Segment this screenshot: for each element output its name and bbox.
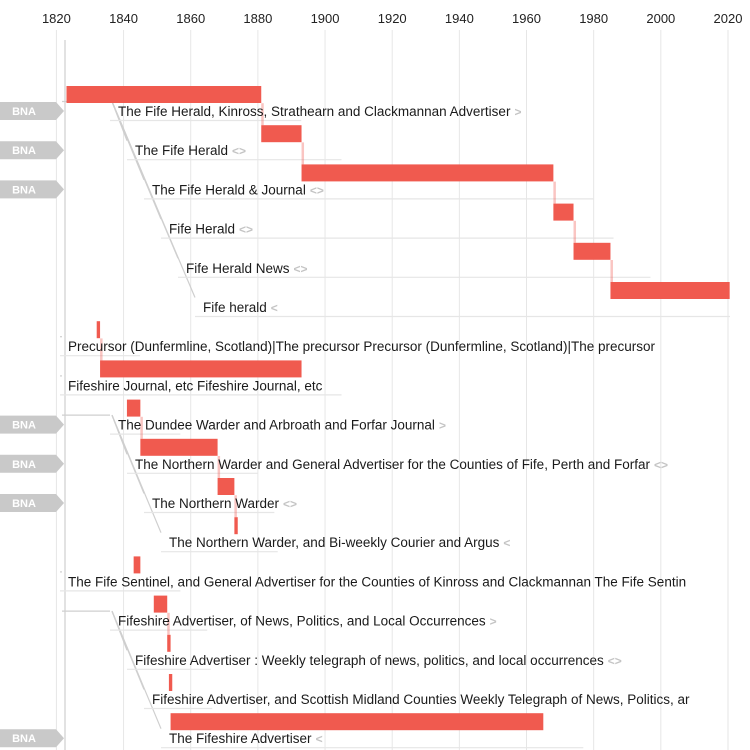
title-label: The Fifeshire Advertiser < — [169, 731, 323, 747]
link-diagonal — [112, 102, 195, 298]
bna-badge-label: BNA — [12, 733, 36, 746]
publication-bar — [127, 400, 140, 417]
publication-bar — [553, 204, 573, 221]
title-label: The Fife Herald, Kinross, Strathearn and Clackmannan Advertiser > — [118, 104, 522, 119]
publication-bar — [100, 360, 301, 377]
bna-badge-label: BNA — [12, 419, 36, 432]
x-tick-label: 1860 — [176, 11, 206, 26]
title-arrow: <> — [283, 497, 298, 511]
title-label: Fife herald < — [203, 300, 278, 315]
publication-bar — [66, 86, 261, 103]
x-axis-ticks — [42, 11, 742, 26]
title-label: Fife Herald News <> — [186, 260, 308, 276]
x-tick-label: 1980 — [579, 11, 609, 26]
x-tick-label: 1900 — [310, 11, 340, 26]
publication-bar — [610, 282, 729, 299]
title-label: The Northern Warder <> — [152, 496, 298, 511]
title-arrow: <> — [239, 222, 254, 237]
title-arrow: <> — [654, 457, 669, 472]
title-arrow: < — [315, 732, 323, 747]
title-arrow: > — [438, 418, 446, 433]
bna-badge-label: BNA — [12, 145, 36, 158]
bar-connector — [610, 260, 613, 282]
title-arrow: < — [270, 301, 278, 315]
publication-bar — [140, 439, 217, 456]
title-label: Fifeshire Journal, etc Fifeshire Journal, etc — [68, 378, 323, 394]
publication-bar — [167, 635, 170, 652]
publication-bar — [234, 517, 237, 534]
publication-bar — [302, 164, 554, 181]
publication-bar — [154, 596, 167, 613]
bar-connector — [553, 182, 556, 204]
title-arrow: > — [489, 614, 497, 629]
title-label: The Northern Warder and General Advertiser for the Counties of Fife, Perth and Forfar <> — [135, 456, 669, 472]
title-label: The Fife Sentinel, and General Advertiser for the Counties of Kinross and Clackmannan The Fife Sentin — [68, 574, 687, 590]
bna-badge-label: BNA — [12, 184, 36, 197]
publication-bar — [97, 321, 100, 338]
title-label: The Fife Herald <> — [135, 143, 247, 159]
title-arrow: <> — [293, 261, 308, 276]
publication-bar — [169, 674, 172, 691]
bna-badges — [0, 102, 64, 747]
title-arrow: <> — [607, 653, 622, 668]
title-label: Fifeshire Advertiser : Weekly telegraph of news, politics, and local occurrences <> — [135, 652, 622, 668]
title-label: Fife Herald <> — [169, 221, 254, 237]
publication-bar — [134, 556, 141, 573]
bna-badge-label: BNA — [12, 498, 36, 510]
x-tick-label: 2000 — [646, 11, 676, 26]
x-tick-label: 2020 — [713, 11, 743, 26]
bna-badge-label: BNA — [12, 458, 36, 471]
publication-bar — [171, 713, 544, 730]
title-label: Fifeshire Advertiser, of News, Politics, and Local Occurrences > — [118, 613, 497, 629]
bar-connector — [574, 221, 577, 243]
title-arrow: < — [503, 536, 511, 551]
x-tick-label: 1960 — [512, 11, 541, 26]
bna-badge-label: BNA — [12, 106, 36, 118]
bar-connector — [302, 142, 305, 164]
title-arrow: > — [514, 105, 522, 119]
title-label: Fifeshire Advertiser, and Scottish Midland Counties Weekly Telegraph of News, Politics, ar — [152, 692, 690, 707]
title-arrow: <> — [232, 144, 247, 159]
publication-bar — [574, 243, 611, 260]
title-label: Precursor (Dunfermline, Scotland)|The precursor Precursor (Dunfermline, Scotland)|The precursor — [68, 339, 655, 355]
x-tick-label: 1820 — [41, 11, 71, 26]
link-diagonal — [112, 611, 161, 729]
title-label: The Northern Warder, and Bi-weekly Courier and Argus < — [169, 535, 511, 551]
x-tick-label: 1880 — [243, 11, 273, 26]
title-labels — [68, 104, 690, 746]
x-tick-label: 1840 — [109, 11, 139, 26]
publication-bar — [261, 125, 301, 142]
title-label: The Fife Herald & Journal <> — [152, 182, 324, 198]
x-tick-label: 1920 — [377, 11, 407, 26]
title-label: The Dundee Warder and Arbroath and Forfar Journal > — [118, 417, 446, 433]
title-arrow: <> — [309, 183, 324, 198]
x-tick-label: 1940 — [444, 11, 474, 26]
publication-bar — [218, 478, 235, 495]
link-diagonal — [112, 415, 161, 533]
